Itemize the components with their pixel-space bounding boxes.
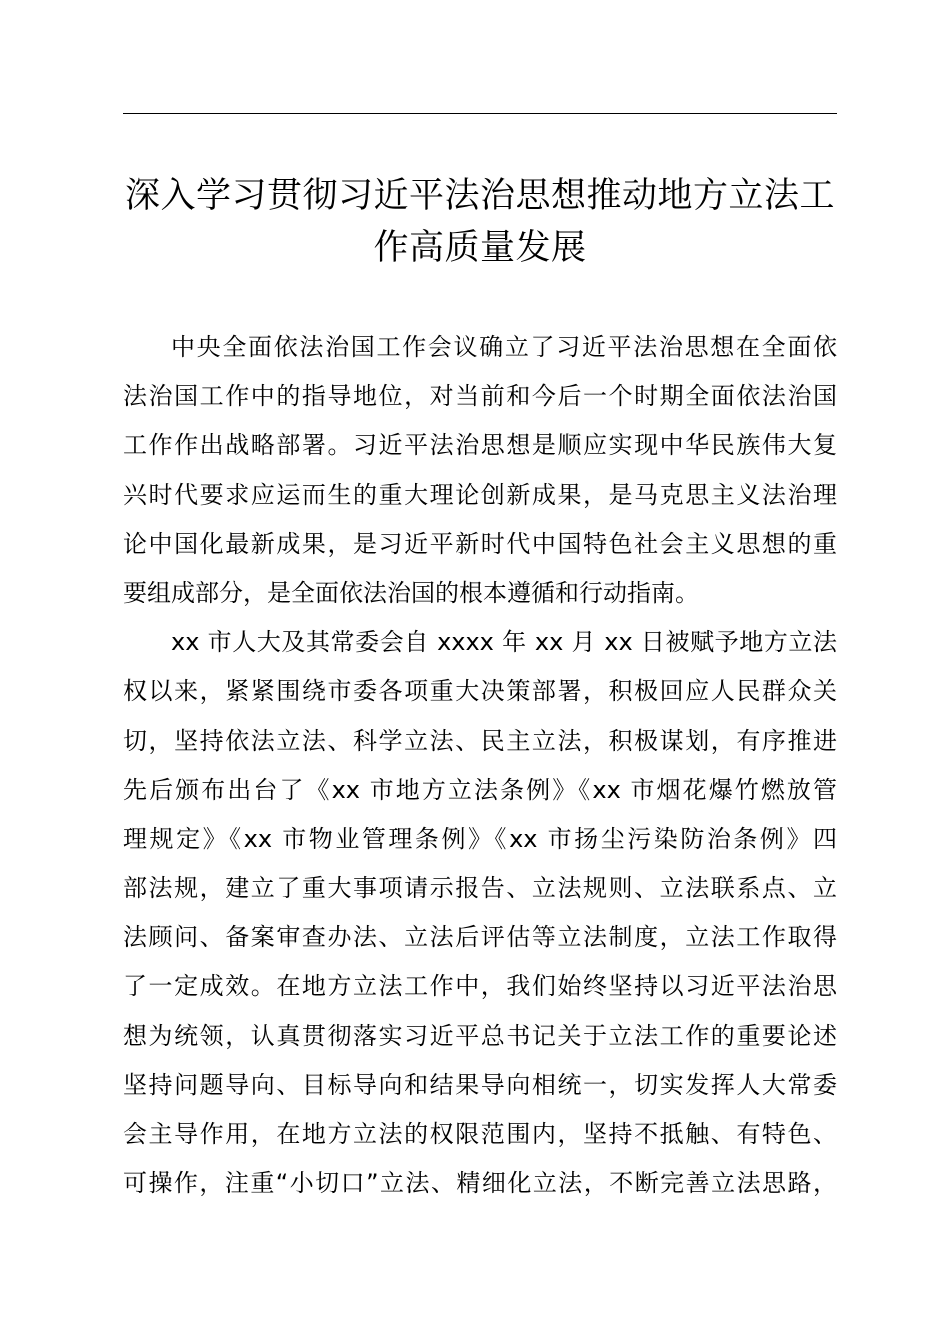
text-line: 论中国化最新成果，是习近平新时代中国特色社会主义思想的重 [123, 529, 837, 558]
text-line: 切，坚持依法立法、科学立法、民主立法，积极谋划，有序推进 [123, 726, 837, 755]
text-line: 坚持问题导向、目标导向和结果导向相统一，切实发挥人大常委 [123, 1070, 837, 1099]
text-line: 权以来，紧紧围绕市委各项重大决策部署，积极回应人民群众关 [123, 677, 837, 706]
text-line: 部法规，建立了重大事项请示报告、立法规则、立法联系点、立 [123, 874, 837, 903]
text-line: 法治国工作中的指导地位，对当前和今后一个时期全面依法治国 [123, 382, 837, 411]
text-line: 理规定》《xx 市物业管理条例》《xx 市扬尘污染防治条例》四 [123, 824, 837, 853]
text-line: 先后颁布出台了《xx 市地方立法条例》《xx 市烟花爆竹燃放管 [123, 775, 837, 804]
text-line: 了一定成效。在地方立法工作中，我们始终坚持以习近平法治思 [123, 972, 837, 1001]
text-line: 想为统领，认真贯彻落实习近平总书记关于立法工作的重要论述 [123, 1021, 837, 1050]
text-line: 可操作，注重“小切口”立法、精细化立法，不断完善立法思路， [123, 1169, 837, 1198]
document-body [123, 323, 837, 1208]
document-title [110, 170, 850, 274]
paragraph-1 [123, 323, 837, 618]
header-rule [123, 113, 837, 114]
text-line: 兴时代要求应运而生的重大理论创新成果，是马克思主义法治理 [123, 480, 837, 509]
paragraph-2 [123, 618, 837, 1208]
text-line: xx 市人大及其常委会自 xxxx 年 xx 月 xx 日被赋予地方立法 [171, 628, 837, 657]
text-line: 会主导作用，在地方立法的权限范围内，坚持不抵触、有特色、 [123, 1120, 837, 1148]
text-line: 要组成部分，是全面依法治国的根本遵循和行动指南。 [123, 578, 699, 607]
title-line: 深入学习贯彻习近平法治思想推动地方立法工 [124, 176, 835, 216]
text-line: 工作作出战略部署。习近平法治思想是顺应实现中华民族伟大复 [123, 431, 837, 460]
text-line: 中央全面依法治国工作会议确立了习近平法治思想在全面依 [171, 333, 837, 361]
text-line: 法顾问、备案审查办法、立法后评估等立法制度，立法工作取得 [123, 923, 837, 952]
title-line: 作高质量发展 [373, 228, 587, 268]
